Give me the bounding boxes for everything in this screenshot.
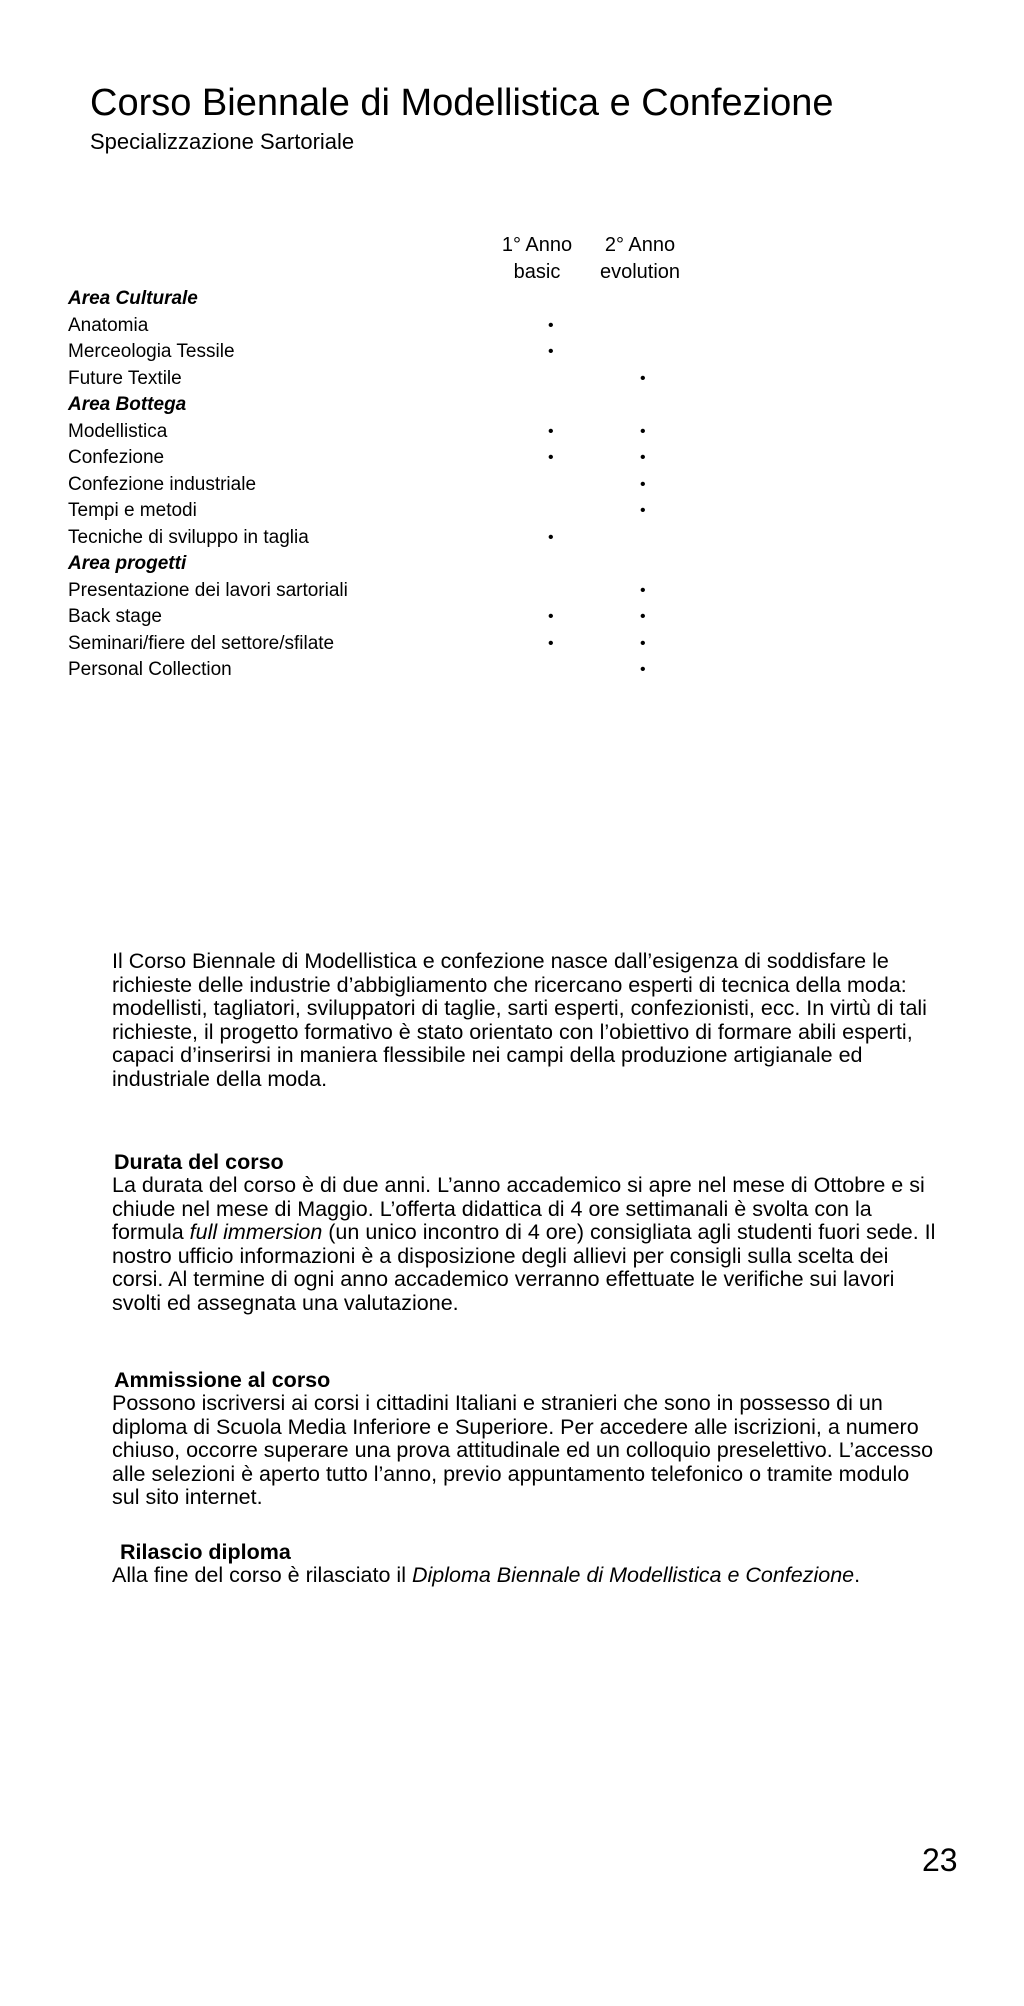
section-label: Area Culturale [68,288,198,309]
subject-label: Tecniche di sviluppo in taglia [68,526,309,548]
year-1-bullet: • [548,316,554,334]
table-section-row [68,286,768,313]
section-rilascio [112,1540,942,1588]
year-2-bullet: • [640,581,646,599]
subject-label: Personal Collection [68,659,232,680]
section-ammissione [112,1368,942,1510]
table-section-row [68,392,768,419]
year-1-bullet: • [548,608,554,625]
year-1-bullet: • [548,343,554,360]
year-2-bullet: • [640,369,646,387]
table-section-row [68,551,768,578]
year-2-bullet: • [640,422,646,440]
subject-label: Tempi e metodi [68,500,197,521]
column-header-year-1 [477,232,597,286]
rilascio-text-end: . [854,1563,861,1587]
section-durata-text [112,1174,942,1315]
table-row [68,419,768,446]
year-2-bullet: • [640,449,646,466]
page-subtitle: Specializzazione Sartoriale [90,129,355,154]
subject-label: Presentazione dei lavori sartoriali [68,579,348,601]
table-row [68,472,768,499]
table-row [68,578,768,605]
subject-label: Anatomia [68,314,149,336]
table-row [68,604,768,631]
subject-label: Merceologia Tessile [68,341,235,362]
year-1-bullet: • [548,634,554,652]
subject-label: Modellistica [68,420,168,442]
section-ammissione-heading: Ammissione al corso [114,1368,331,1392]
subject-label: Seminari/fiere del settore/sfilate [68,632,335,654]
column-header-year-2 [580,232,700,286]
durata-text-end: (un unico incontro di 4 ore) consigliata agli studenti fuori sede. Il nostro ufficio informazioni è a disposizione degli allievi per consigli sulla scelta dei corsi. Al termine di ogni anno accademico verranno effettuate le verifiche sui lavori svolti ed assegnata una valutazione. [112,1220,936,1315]
column-header-year-1-line1: 1° Anno [501,234,573,256]
year-1-bullet: • [548,422,554,440]
table-row [68,366,768,393]
intro-paragraph: Il Corso Biennale di Modellistica e confezione nasce dall’esigenza di soddisfare le richieste delle industrie d’abbigliamento che ricercano esperti di tecnica della moda: modellisti, tagliatori, sviluppatori di taglie, sarti esperti, confezionisti, ecc. In virtù di tali richieste, il progetto formativo è stato orientato con l’obiettivo di formare abili esperti, capaci d’inserirsi in maniera flessibile nei campi della produzione artigianale ed industriale della moda. [112,949,927,1091]
rilascio-text-start: Alla fine del corso è rilasciato il [112,1563,412,1587]
section-durata [112,1150,942,1315]
section-ammissione-text: Possono iscriversi ai corsi i cittadini Italiani e stranieri che sono in possesso di un diploma di Scuola Media Inferiore e Superiore. Per accedere alle iscrizioni, a numero chiuso, occorre superare una prova attitudinale ed un colloquio preselettivo. L’accesso alle selezioni è aperto tutto l’anno, previo appuntamento telefonico o tramite modulo sul sito internet. [112,1391,934,1509]
column-header-year-2-line1: 2° Anno [604,234,676,256]
section-rilascio-text [112,1564,942,1588]
subject-table [68,286,768,684]
subject-label: Confezione [68,447,165,468]
rilascio-text-italic: Diploma Biennale di Modellistica e Confezione [411,1563,855,1587]
page-title: Corso Biennale di Modellistica e Confezione [90,82,834,124]
subject-label: Future Textile [68,367,182,389]
section-durata-heading: Durata del corso [114,1150,284,1174]
year-2-bullet: • [640,608,646,625]
table-row [68,313,768,340]
durata-text-italic: full immersion [189,1220,323,1244]
table-row [68,445,768,472]
table-row [68,498,768,525]
year-2-bullet: • [640,661,646,678]
table-row [68,657,768,684]
column-header-year-2-line2: evolution [599,261,681,283]
table-row [68,525,768,552]
year-2-bullet: • [640,475,646,493]
table-row [68,339,768,366]
section-label: Area progetti [68,553,187,574]
section-label: Area Bottega [68,394,187,415]
section-rilascio-heading: Rilascio diploma [120,1540,291,1564]
page-number: 23 [922,1842,958,1878]
subject-label: Back stage [68,606,162,627]
year-2-bullet: • [640,634,646,652]
year-1-bullet: • [548,449,554,466]
durata-text-start: La durata del corso è di due anni. L’anno accademico si apre nel mese di Ottobre e si chiude nel mese di Maggio. L’offerta didattica di 4 ore settimanali è svolta con la formula [112,1173,925,1244]
column-header-year-1-line2: basic [513,261,561,283]
year-1-bullet: • [548,528,554,546]
year-2-bullet: • [640,502,646,519]
subject-label: Confezione industriale [68,473,257,495]
table-row [68,631,768,658]
